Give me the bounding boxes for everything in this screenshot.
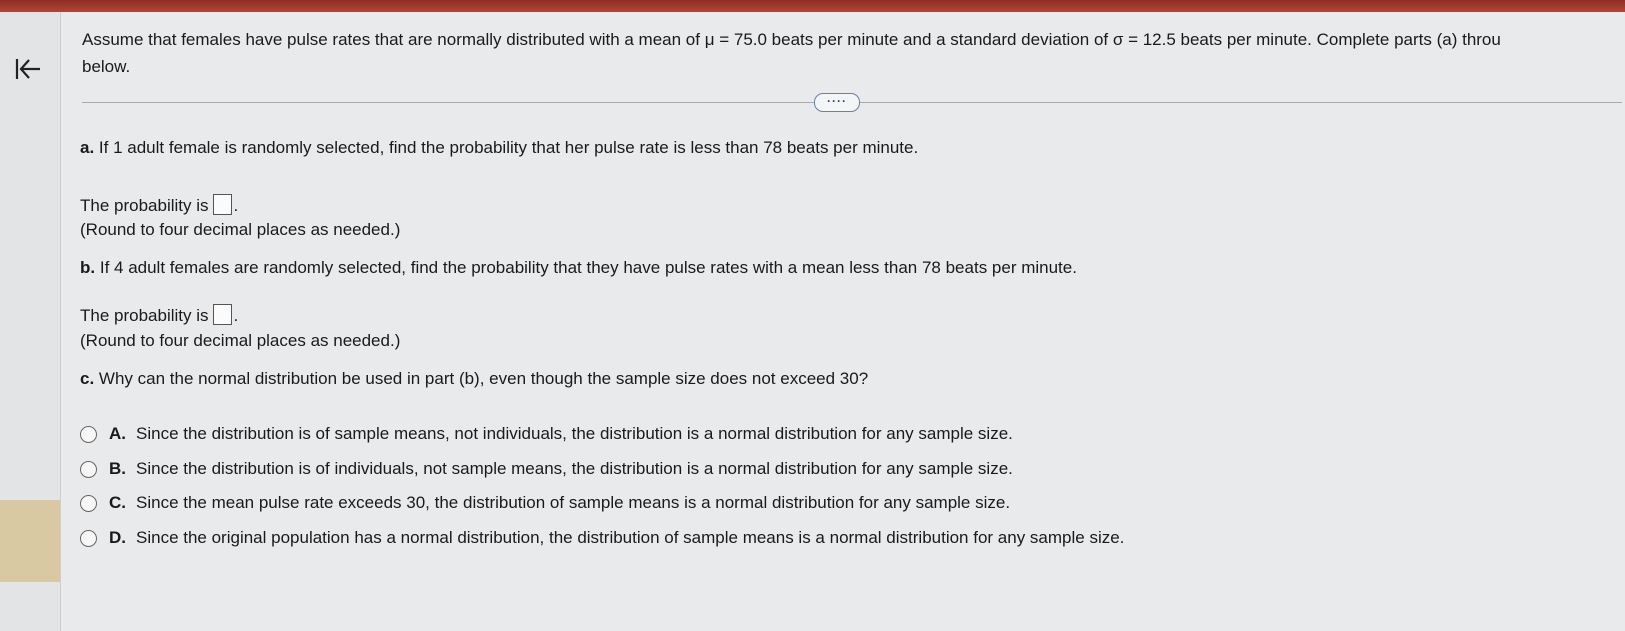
part-b-answer-input[interactable] [213, 304, 232, 325]
more-options-button[interactable] [814, 93, 860, 112]
option-c[interactable] [80, 491, 1010, 515]
header-bar [0, 0, 1625, 12]
radio-button-icon[interactable] [80, 530, 97, 547]
part-a-answer-row [80, 194, 238, 217]
radio-button-icon[interactable] [80, 495, 97, 512]
option-b[interactable] [80, 457, 1013, 481]
part-c-question-text: Why can the normal distribution be used in part (b), even though the sample size does not exceed 30? [98, 369, 869, 388]
option-a-letter: A. [109, 424, 126, 443]
part-c-question [80, 368, 868, 390]
option-b-letter: B. [109, 459, 126, 478]
more-options-icon: ···· [827, 94, 847, 108]
back-to-start-icon [13, 55, 43, 83]
problem-intro-line2: below. [82, 57, 131, 76]
rail-highlight [0, 500, 60, 582]
left-rail [0, 12, 61, 631]
option-d[interactable] [80, 526, 1124, 550]
option-a-text: Since the distribution is of sample means, not individuals, the distribution is a normal distribution for any sample size. [136, 424, 1013, 443]
part-b-answer-row [80, 304, 238, 327]
option-d-text: Since the original population has a normal distribution, the distribution of sample means is a normal distribution for any sample size. [136, 528, 1125, 547]
radio-button-icon[interactable] [80, 426, 97, 443]
part-b-hint: (Round to four decimal places as needed.) [80, 331, 401, 350]
part-a-question-text: If 1 adult female is randomly selected, find the probability that her pulse rate is less than 78 beats per minute. [98, 138, 919, 157]
part-b-question-text: If 4 adult females are randomly selected, find the probability that they have pulse rates with a mean less than 78 beats per minute. [99, 258, 1077, 277]
part-b-label: b. [80, 258, 96, 277]
part-c-label: c. [80, 369, 95, 388]
option-c-letter: C. [109, 493, 126, 512]
part-a-answer-prefix: The probability is [80, 196, 209, 215]
option-b-text: Since the distribution is of individuals, not sample means, the distribution is a normal distribution for any sample size. [136, 459, 1013, 478]
part-a-label: a. [80, 138, 95, 157]
part-b-question [80, 257, 1077, 279]
option-c-text: Since the mean pulse rate exceeds 30, the distribution of sample means is a normal distribution for any sample size. [136, 493, 1011, 512]
part-a-hint: (Round to four decimal places as needed.) [80, 220, 401, 239]
radio-button-icon[interactable] [80, 461, 97, 478]
part-a-answer-suffix: . [233, 196, 239, 215]
option-d-letter: D. [109, 528, 126, 547]
part-b-answer-suffix: . [233, 306, 239, 325]
problem-intro-line1: Assume that females have pulse rates that are normally distributed with a mean of μ = 75.0 beats per minute and a standard deviation of σ = 12.5 beats per minute. Complete parts (a) throu [82, 30, 1501, 49]
part-a-answer-input[interactable] [213, 194, 232, 215]
option-a[interactable] [80, 422, 1013, 446]
problem-intro [82, 26, 1622, 80]
part-b-answer-prefix: The probability is [80, 306, 209, 325]
part-a-question [80, 137, 918, 159]
back-to-start-button[interactable] [8, 50, 48, 88]
